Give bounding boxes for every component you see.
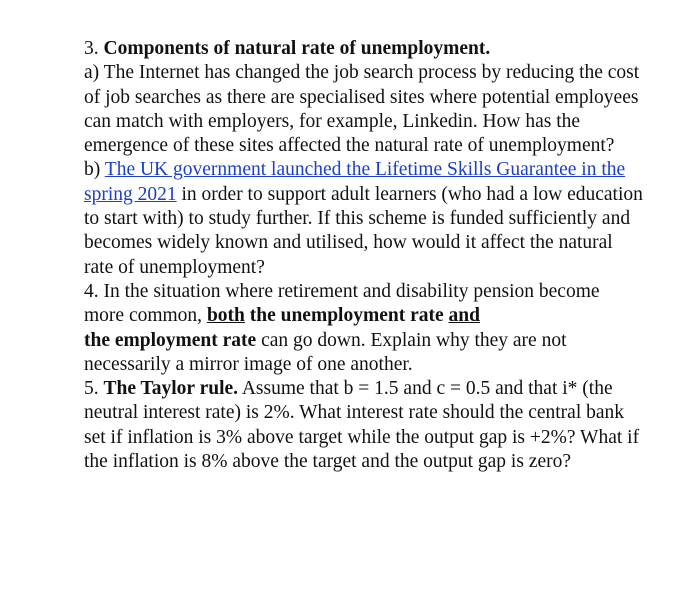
question-4-and: and xyxy=(448,305,480,327)
question-3a: a) The Internet has changed the job search process by reducing the cost of job searches as there are specialised sites where potential employees can match with employers, for example, Linkedin. How has the emergence of these sites affected the natural rate of unemployment? xyxy=(84,62,640,157)
question-3-number: 3. xyxy=(84,38,104,59)
question-5 xyxy=(84,377,644,474)
question-5-number: 5. xyxy=(84,378,104,400)
question-4-employment-rate: the employment rate xyxy=(84,329,257,351)
question-3-title: Components of natural rate of unemployment. xyxy=(103,38,491,59)
question-3b-prefix: b) xyxy=(84,159,105,181)
question-4-intro: 4. In the situation where retirement and disability pension become more common, xyxy=(84,280,600,327)
question-4-unemployment-rate: the unemployment rate xyxy=(244,305,449,327)
question-4-both: both xyxy=(206,305,245,327)
question-4-rest: can go down. Explain why they are not necessarily a mirror image of one another. xyxy=(84,329,567,375)
question-3-heading xyxy=(84,37,644,61)
question-3b-text: in order to support adult learners (who had a low education to start with) to study further. If this scheme is funded sufficiently and becomes widely known and utilised, how would it affect the natural rate of unemployment? xyxy=(84,183,643,278)
document-body xyxy=(84,37,644,474)
question-4 xyxy=(84,280,644,377)
question-5-text: Assume that b = 1.5 and c = 0.5 and that i* (the neutral interest rate) is 2%. What interest rate should the central bank set if inflation is 3% above target while the output gap is +2%? What if the inflation is 8% above the target and the output gap is zero? xyxy=(84,378,640,473)
question-5-title: The Taylor rule. xyxy=(103,378,239,400)
question-3b xyxy=(84,158,644,279)
lifetime-skills-guarantee-link[interactable]: The UK government launched the Lifetime Skills Guarantee in the spring 2021 xyxy=(84,159,626,205)
